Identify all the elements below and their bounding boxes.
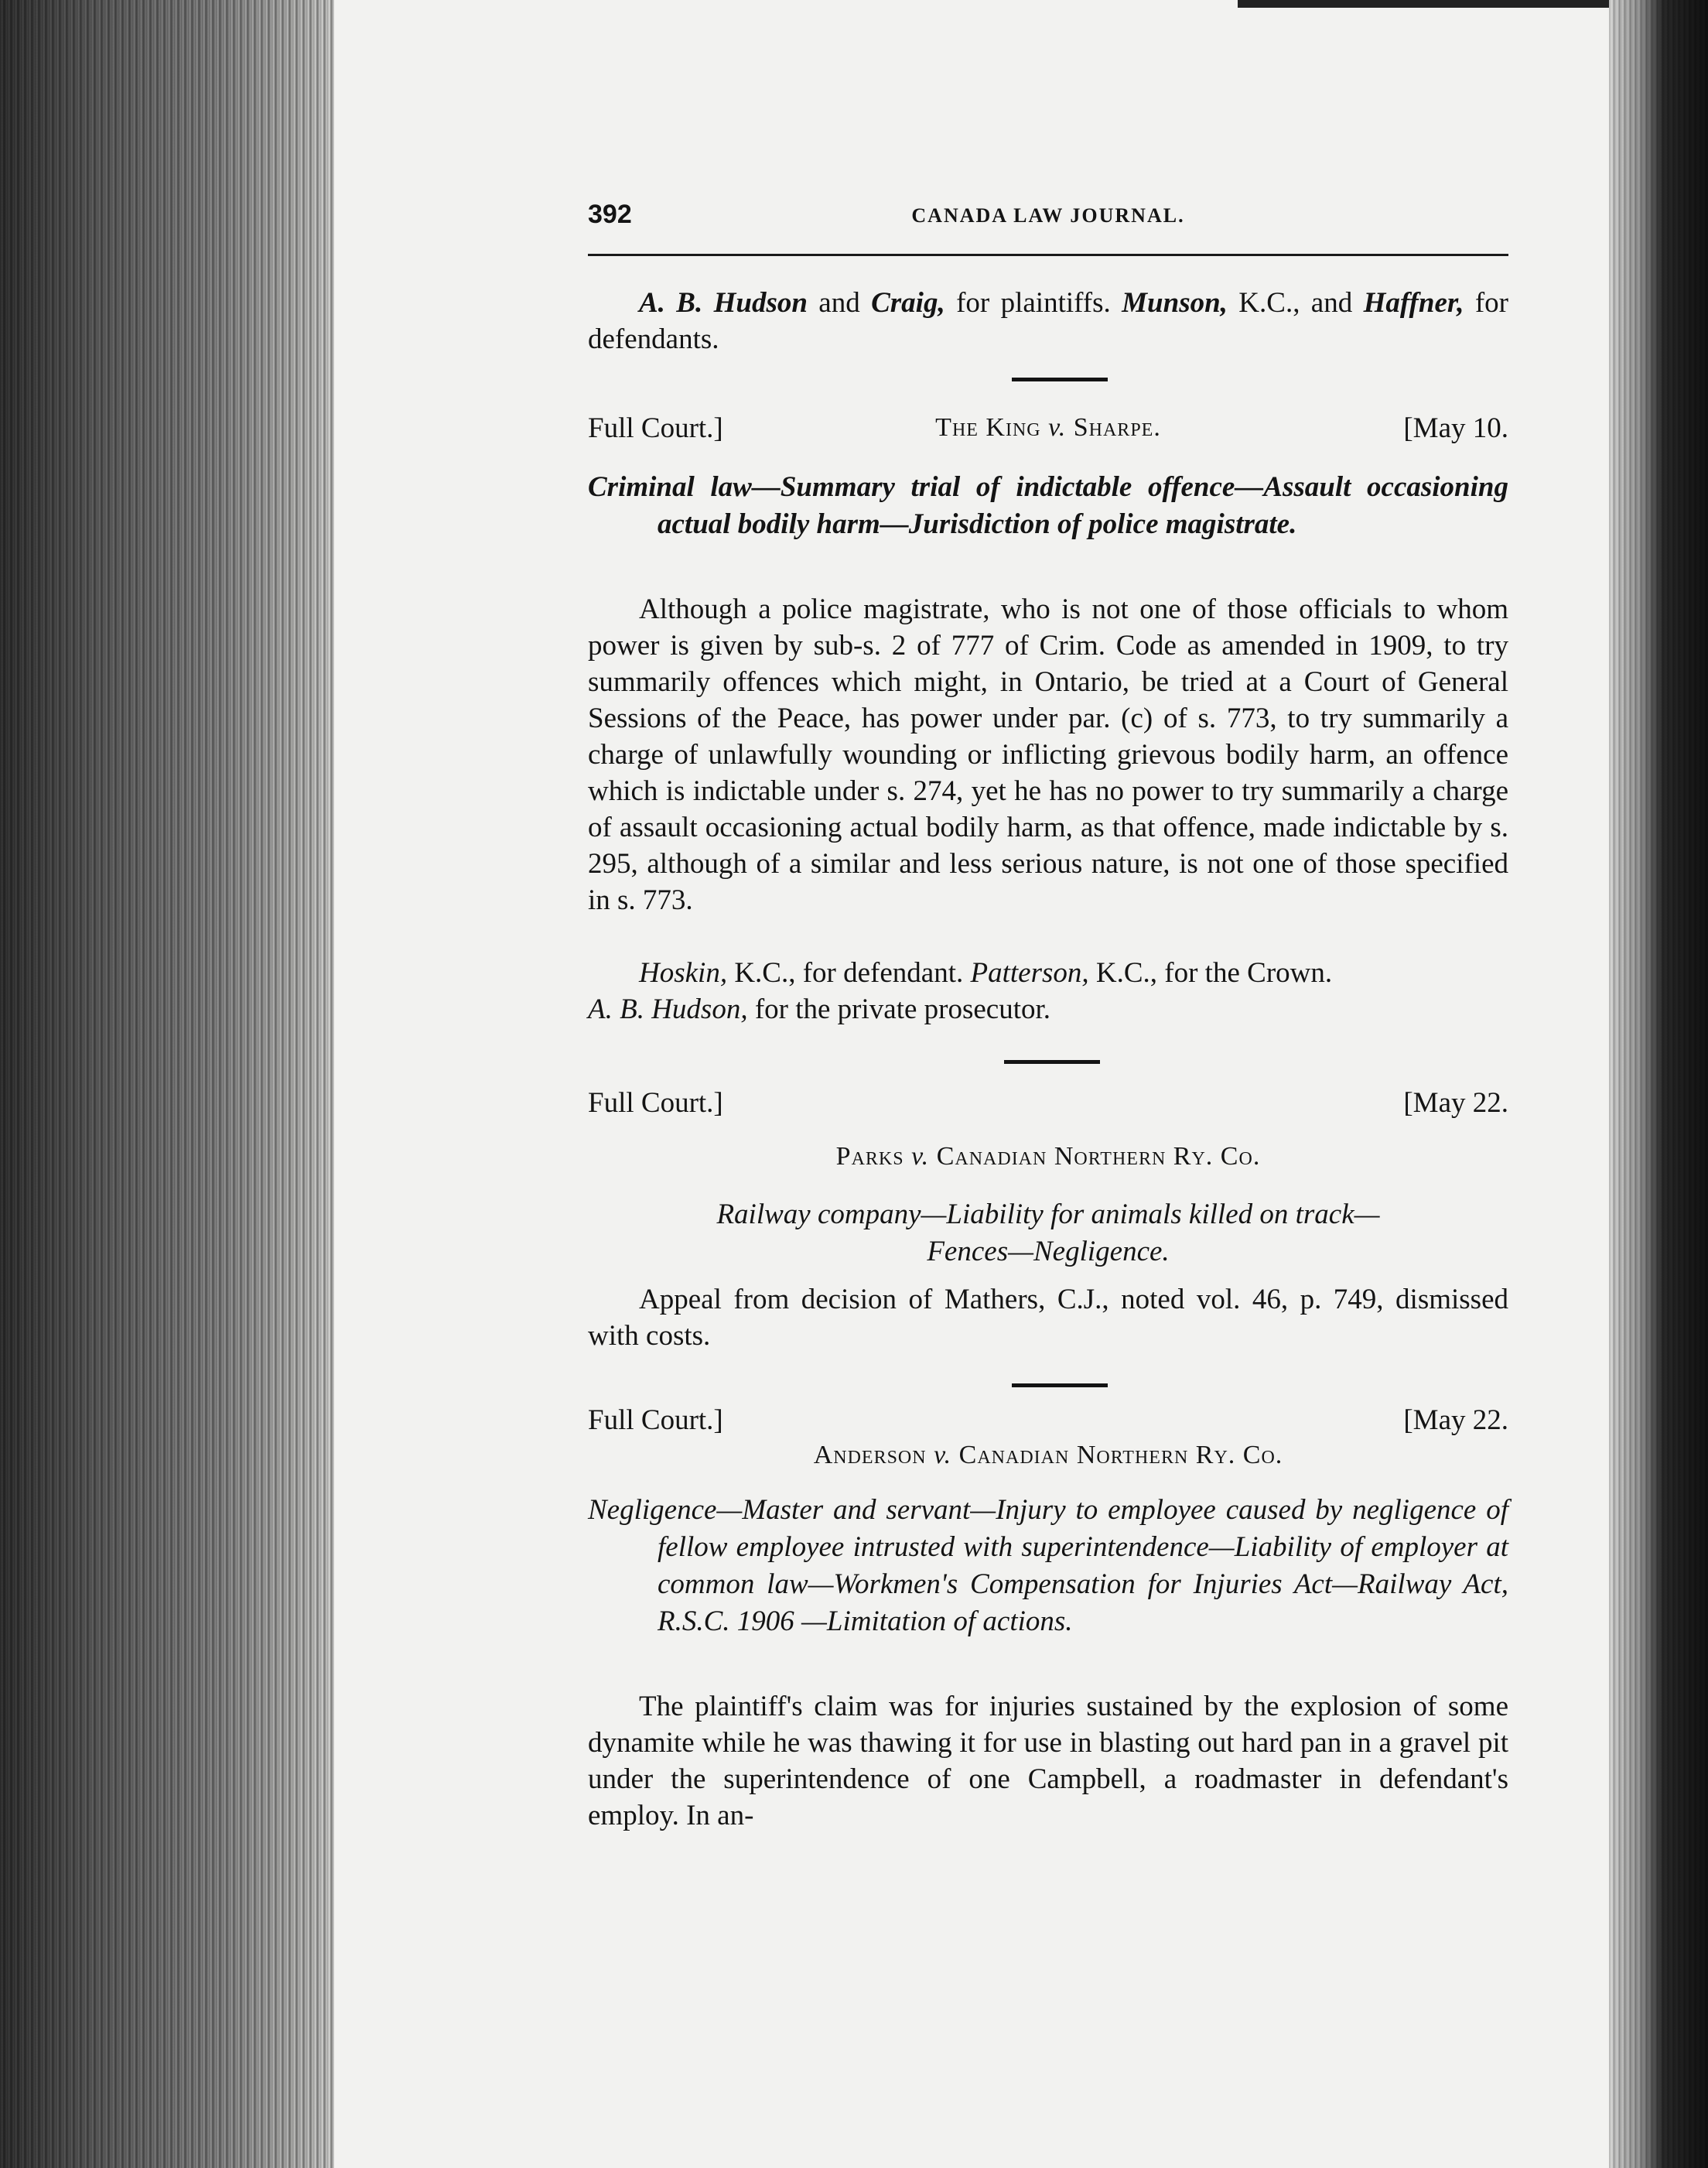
court-label: Full Court.] bbox=[588, 1404, 723, 1436]
counsel-name: Munson, bbox=[1122, 287, 1228, 319]
page-header bbox=[588, 200, 1508, 238]
case-body: The plaintiff's claim was for injuries sustained by the explosion of some dynamite while he was thawing it for use in blasting out hard pan in a gravel pit under the superintendence of one Campbell, a roadmaster in defendant's employ. In an- bbox=[588, 1691, 1508, 1831]
case-name: Parks v. Canadian Northern Ry. Co. bbox=[835, 1142, 1261, 1171]
counsel-name: A. B. Hudson bbox=[639, 287, 808, 319]
case-name: Anderson v. Canadian Northern Ry. Co. bbox=[813, 1441, 1283, 1469]
running-title: CANADA LAW JOURNAL. bbox=[911, 204, 1185, 227]
counsel-name: A. B. Hudson, bbox=[588, 993, 748, 1025]
section-separator bbox=[1004, 1060, 1100, 1064]
case-date: [May 10. bbox=[1403, 412, 1508, 444]
scan-left-edge bbox=[0, 0, 334, 2168]
header-rule bbox=[588, 254, 1508, 256]
case-date: [May 22. bbox=[1403, 1087, 1508, 1119]
counsel-name: Craig, bbox=[871, 287, 945, 319]
case-counsel: Hoskin, K.C., for defendant. Patterson, K.C., for the Crown. A. B. Hudson, for the private prosecutor. bbox=[588, 957, 1333, 1025]
case-headnote: Railway company—Liability for animals killed on track— Fences—Negligence. bbox=[716, 1199, 1380, 1267]
page-number: 392 bbox=[588, 200, 632, 229]
case-name: The King v. Sharpe. bbox=[935, 413, 1161, 442]
counsel-name: Haffner, bbox=[1363, 287, 1464, 319]
case-heading bbox=[588, 1086, 1508, 1125]
top-counsel: A. B. Hudson and Craig, for plaintiffs. Munson, K.C., and Haffner, for defendants. bbox=[588, 287, 1508, 355]
court-label: Full Court.] bbox=[588, 1087, 723, 1119]
journal-page bbox=[588, 0, 1516, 2168]
case-heading bbox=[588, 1404, 1508, 1442]
case-headnote: Negligence—Master and servant—Injury to employee caused by negligence of fellow employee intrusted with superintendence—Liability of employer at common law—Workmen's Compensation for Injuries Act—Railway Act, R.S.C. 1906 —Limitation of actions. bbox=[588, 1494, 1508, 1637]
counsel-name: Patterson, bbox=[970, 957, 1089, 989]
case-heading bbox=[588, 412, 1508, 450]
court-label: Full Court.] bbox=[588, 412, 723, 444]
scan-right-edge bbox=[1609, 0, 1708, 2168]
section-separator bbox=[1012, 378, 1108, 381]
case-body: Appeal from decision of Mathers, C.J., noted vol. 46, p. 749, dismissed with costs. bbox=[588, 1284, 1508, 1352]
case-headnote: Criminal law—Summary trial of indictable offence—Assault occasioning actual bodily harm—Jurisdiction of police magistrate. bbox=[588, 471, 1508, 540]
case-body: Although a police magistrate, who is not one of those officials to whom power is given by sub-s. 2 of 777 of Crim. Code as amended in 1909, to try summarily offences which might, in Ontario, be tried at a Court of General Sessions of the Peace, has power under par. (c) of s. 773, to try summarily a charge of unlawfully wounding or inflicting grievous bodily harm, an offence which is indictable under s. 274, yet he has no power to try summarily a charge of assault occasioning actual bodily harm, as that offence, made indictable by s. 295, although of a similar and less serious nature, is not one of those specified in s. 773. bbox=[588, 593, 1508, 916]
section-separator bbox=[1012, 1383, 1108, 1387]
counsel-name: Hoskin, bbox=[639, 957, 728, 989]
case-date: [May 22. bbox=[1403, 1404, 1508, 1436]
